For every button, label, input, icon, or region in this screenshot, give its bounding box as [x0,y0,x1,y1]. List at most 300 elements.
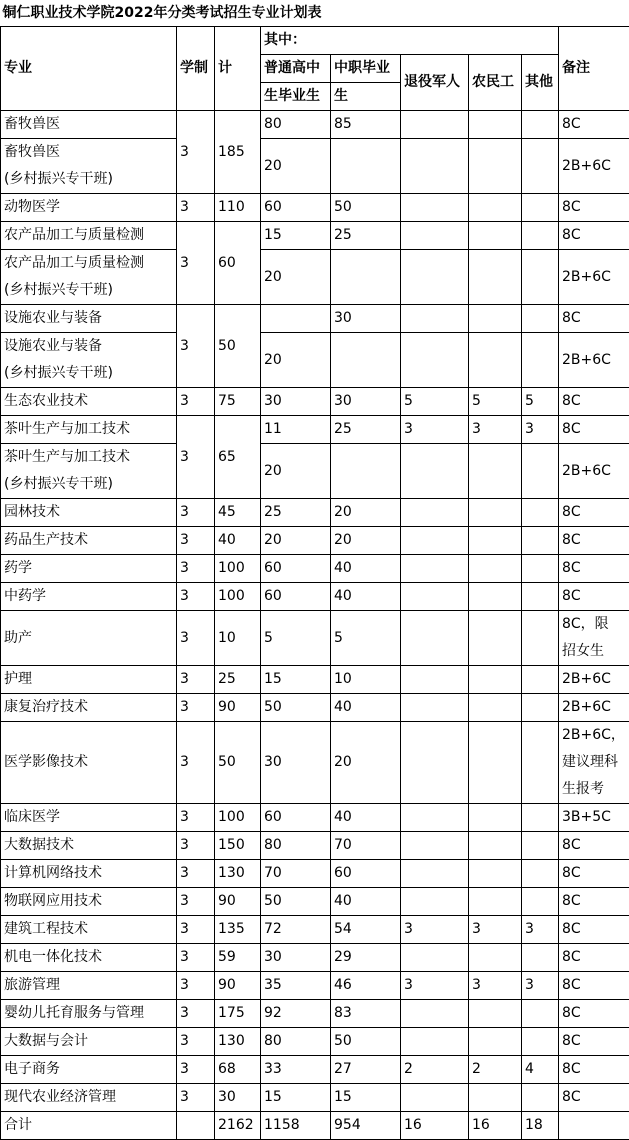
major-cell [1,555,177,583]
total-cell: 130 [215,1028,261,1056]
major-subtitle: (乡村振兴专干班) [4,471,176,498]
total-cell: 100 [215,804,261,832]
major-cell [1,139,177,194]
notes-cell [559,583,629,611]
years-cell: 3 [177,499,215,527]
years-cell: 3 [177,972,215,1000]
totals-others: 18 [522,1112,559,1140]
total-cell: 130 [215,860,261,888]
voc-grad-cell: 25 [331,222,401,250]
years-cell: 3 [177,555,215,583]
migrant-cell [469,250,522,305]
others-cell [522,1000,559,1028]
migrant-cell [469,555,522,583]
others-cell [522,860,559,888]
table-row [1,804,629,832]
total-cell: 25 [215,666,261,694]
years-cell: 3 [177,305,215,388]
header-hs-grad-line2: 生毕业生 [261,83,331,111]
others-cell [522,583,559,611]
voc-grad-cell: 25 [331,416,401,444]
table-row [1,722,629,804]
voc-grad-cell [331,333,401,388]
veterans-cell [401,139,469,194]
migrant-cell [469,222,522,250]
table-row [1,611,629,666]
total-cell: 185 [215,111,261,194]
table-row [1,860,629,888]
migrant-cell [469,944,522,972]
veterans-cell [401,804,469,832]
years-cell: 3 [177,804,215,832]
migrant-cell [469,583,522,611]
table-row [1,916,629,944]
total-cell: 60 [215,222,261,305]
major-cell [1,972,177,1000]
veterans-cell [401,1084,469,1112]
note-line: 8C [562,305,629,332]
major-name: 农产品加工与质量检测 [4,222,176,249]
years-cell: 3 [177,888,215,916]
major-cell [1,499,177,527]
others-cell [522,555,559,583]
voc-grad-cell: 40 [331,804,401,832]
major-cell [1,333,177,388]
header-total: 计 [215,27,261,111]
years-cell: 3 [177,860,215,888]
major-cell [1,1084,177,1112]
migrant-cell [469,694,522,722]
notes-cell [559,611,629,666]
notes-cell [559,555,629,583]
major-name: 护理 [4,666,176,693]
major-cell [1,250,177,305]
voc-grad-cell [331,444,401,499]
voc-grad-cell: 70 [331,832,401,860]
note-line: 2B+6C， [562,722,629,749]
notes-cell [559,194,629,222]
table-row [1,583,629,611]
migrant-cell [469,444,522,499]
table-row [1,832,629,860]
hs-grad-cell: 33 [261,1056,331,1084]
hs-grad-cell: 20 [261,444,331,499]
hs-grad-cell: 80 [261,832,331,860]
notes-cell [559,416,629,444]
hs-grad-cell: 30 [261,944,331,972]
hs-grad-cell: 80 [261,1028,331,1056]
years-cell: 3 [177,1056,215,1084]
others-cell [522,250,559,305]
note-line: 8C，限 [562,611,629,638]
veterans-cell [401,860,469,888]
total-cell: 175 [215,1000,261,1028]
hs-grad-cell: 60 [261,194,331,222]
veterans-cell [401,832,469,860]
total-cell: 150 [215,832,261,860]
voc-grad-cell: 40 [331,694,401,722]
major-name: 旅游管理 [4,972,176,999]
years-cell: 3 [177,1084,215,1112]
migrant-cell [469,611,522,666]
notes-cell [559,305,629,333]
years-cell: 3 [177,916,215,944]
major-cell [1,722,177,804]
years-cell: 3 [177,666,215,694]
others-cell [522,666,559,694]
veterans-cell [401,527,469,555]
notes-cell [559,972,629,1000]
notes-cell [559,1028,629,1056]
years-cell: 3 [177,944,215,972]
table-row [1,888,629,916]
migrant-cell [469,1084,522,1112]
major-cell [1,944,177,972]
major-cell [1,111,177,139]
major-name: 中药学 [4,583,176,610]
voc-grad-cell: 29 [331,944,401,972]
others-cell [522,222,559,250]
voc-grad-cell: 10 [331,666,401,694]
major-name: 现代农业经济管理 [4,1084,176,1111]
major-cell [1,860,177,888]
hs-grad-cell: 15 [261,222,331,250]
veterans-cell [401,583,469,611]
header-notes: 备注 [559,27,629,111]
voc-grad-cell: 85 [331,111,401,139]
note-line: 8C [562,888,629,915]
notes-cell [559,1056,629,1084]
hs-grad-cell: 60 [261,583,331,611]
years-cell: 3 [177,1000,215,1028]
major-name: 设施农业与装备 [4,305,176,332]
major-cell [1,305,177,333]
hs-grad-cell: 80 [261,111,331,139]
veterans-cell [401,944,469,972]
veterans-cell [401,1028,469,1056]
total-cell: 65 [215,416,261,499]
voc-grad-cell: 20 [331,499,401,527]
veterans-cell [401,722,469,804]
header-major: 专业 [1,27,177,111]
total-cell: 50 [215,305,261,388]
voc-grad-cell: 50 [331,1028,401,1056]
others-cell [522,832,559,860]
migrant-cell: 3 [469,916,522,944]
veterans-cell [401,305,469,333]
veterans-cell [401,666,469,694]
migrant-cell: 3 [469,972,522,1000]
major-name: 药学 [4,555,176,582]
hs-grad-cell: 30 [261,388,331,416]
major-name: 药品生产技术 [4,527,176,554]
major-name: 康复治疗技术 [4,694,176,721]
migrant-cell [469,888,522,916]
hs-grad-cell: 25 [261,499,331,527]
major-name: 畜牧兽医 [4,111,176,138]
table-row [1,972,629,1000]
major-name: 机电一体化技术 [4,944,176,971]
note-line: 8C [562,194,629,221]
table-row [1,499,629,527]
others-cell: 5 [522,388,559,416]
migrant-cell [469,333,522,388]
notes-cell [559,722,629,804]
voc-grad-cell: 46 [331,972,401,1000]
voc-grad-cell: 30 [331,305,401,333]
note-line: 8C [562,1000,629,1027]
notes-cell [559,1084,629,1112]
veterans-cell [401,222,469,250]
migrant-cell [469,832,522,860]
table-row [1,666,629,694]
hs-grad-cell: 92 [261,1000,331,1028]
hs-grad-cell: 50 [261,888,331,916]
years-cell: 3 [177,527,215,555]
note-line: 8C [562,555,629,582]
others-cell [522,944,559,972]
total-cell: 59 [215,944,261,972]
voc-grad-cell: 27 [331,1056,401,1084]
table-row [1,416,629,444]
others-cell [522,194,559,222]
voc-grad-cell [331,139,401,194]
totals-notes [559,1112,629,1140]
total-cell: 135 [215,916,261,944]
notes-cell [559,804,629,832]
notes-cell [559,222,629,250]
total-cell: 90 [215,888,261,916]
notes-cell [559,944,629,972]
major-cell [1,804,177,832]
years-cell: 3 [177,832,215,860]
veterans-cell [401,888,469,916]
major-name: 动物医学 [4,194,176,221]
others-cell [522,499,559,527]
major-name: 计算机网络技术 [4,860,176,887]
others-cell [522,305,559,333]
header-others: 其他 [522,55,559,111]
major-name: 婴幼儿托育服务与管理 [4,1000,176,1027]
migrant-cell [469,139,522,194]
note-line: 2B+6C [562,153,629,180]
major-subtitle: (乡村振兴专干班) [4,166,176,193]
note-line: 2B+6C [562,264,629,291]
notes-cell [559,499,629,527]
table-row [1,944,629,972]
hs-grad-cell: 15 [261,1084,331,1112]
notes-cell [559,694,629,722]
totals-years [177,1112,215,1140]
hs-grad-cell [261,305,331,333]
hs-grad-cell: 35 [261,972,331,1000]
major-name: 大数据与会计 [4,1028,176,1055]
others-cell [522,527,559,555]
major-cell [1,444,177,499]
others-cell [522,694,559,722]
note-line: 3B+5C [562,804,629,831]
major-cell [1,416,177,444]
veterans-cell [401,611,469,666]
hs-grad-cell: 70 [261,860,331,888]
voc-grad-cell: 83 [331,1000,401,1028]
others-cell [522,1084,559,1112]
years-cell: 3 [177,1028,215,1056]
note-line: 招女生 [562,638,629,665]
table-row [1,222,629,250]
total-cell: 10 [215,611,261,666]
note-line: 8C [562,1028,629,1055]
others-cell [522,333,559,388]
veterans-cell [401,555,469,583]
veterans-cell: 2 [401,1056,469,1084]
table-row [1,694,629,722]
major-name: 园林技术 [4,499,176,526]
major-subtitle: (乡村振兴专干班) [4,277,176,304]
note-line: 8C [562,499,629,526]
major-name: 物联网应用技术 [4,888,176,915]
others-cell [522,611,559,666]
others-cell: 3 [522,416,559,444]
major-name: 助产 [4,625,176,652]
voc-grad-cell: 30 [331,388,401,416]
total-cell: 110 [215,194,261,222]
total-cell: 30 [215,1084,261,1112]
table-row [1,1000,629,1028]
note-line: 8C [562,916,629,943]
note-line: 建议理科 [562,749,629,776]
others-cell [522,888,559,916]
table-row [1,1028,629,1056]
note-line: 8C [562,222,629,249]
notes-cell [559,333,629,388]
total-cell: 40 [215,527,261,555]
migrant-cell: 2 [469,1056,522,1084]
totals-total: 2162 [215,1112,261,1140]
table-title: 铜仁职业技术学院2022年分类考试招生专业计划表 [1,0,629,27]
major-name: 电子商务 [4,1056,176,1083]
years-cell: 3 [177,694,215,722]
migrant-cell [469,194,522,222]
total-cell: 100 [215,555,261,583]
table-row [1,333,629,388]
hs-grad-cell: 60 [261,804,331,832]
notes-cell [559,444,629,499]
others-cell [522,111,559,139]
total-cell: 75 [215,388,261,416]
table-row [1,527,629,555]
major-cell [1,1028,177,1056]
migrant-cell [469,1028,522,1056]
table-row [1,555,629,583]
major-subtitle: (乡村振兴专干班) [4,360,176,387]
major-cell [1,222,177,250]
hs-grad-cell: 20 [261,527,331,555]
notes-cell [559,860,629,888]
voc-grad-cell: 40 [331,888,401,916]
major-cell [1,888,177,916]
table-row [1,250,629,305]
voc-grad-cell: 50 [331,194,401,222]
hs-grad-cell: 20 [261,139,331,194]
years-cell: 3 [177,222,215,305]
note-line: 8C [562,972,629,999]
migrant-cell [469,305,522,333]
voc-grad-cell: 5 [331,611,401,666]
table-row [1,1056,629,1084]
hs-grad-cell: 5 [261,611,331,666]
totals-migrant: 16 [469,1112,522,1140]
notes-cell [559,832,629,860]
note-line: 8C [562,416,629,443]
major-cell [1,388,177,416]
total-cell: 45 [215,499,261,527]
voc-grad-cell: 20 [331,722,401,804]
major-name: 农产品加工与质量检测 [4,250,176,277]
years-cell: 3 [177,583,215,611]
hs-grad-cell: 72 [261,916,331,944]
note-line: 2B+6C [562,458,629,485]
veterans-cell [401,250,469,305]
table-row [1,305,629,333]
major-cell [1,1056,177,1084]
table-row [1,1084,629,1112]
major-cell [1,832,177,860]
others-cell [522,444,559,499]
veterans-cell: 3 [401,972,469,1000]
header-of-which: 其中： [261,27,559,55]
hs-grad-cell: 50 [261,694,331,722]
veterans-cell [401,1000,469,1028]
notes-cell [559,111,629,139]
table-row [1,139,629,194]
veterans-cell: 3 [401,916,469,944]
years-cell: 3 [177,416,215,499]
totals-voc-grad: 954 [331,1112,401,1140]
years-cell: 3 [177,388,215,416]
migrant-cell [469,722,522,804]
major-cell [1,1000,177,1028]
table-row [1,388,629,416]
voc-grad-cell: 15 [331,1084,401,1112]
hs-grad-cell: 60 [261,555,331,583]
hs-grad-cell: 30 [261,722,331,804]
migrant-cell [469,111,522,139]
totals-row [1,1112,629,1140]
totals-veterans: 16 [401,1112,469,1140]
migrant-cell [469,499,522,527]
header-hs-grad-line1: 普通高中 [261,55,331,83]
veterans-cell: 5 [401,388,469,416]
years-cell: 3 [177,111,215,194]
note-line: 8C [562,944,629,971]
veterans-cell: 3 [401,416,469,444]
migrant-cell [469,527,522,555]
totals-label: 合计 [1,1112,177,1140]
total-cell: 50 [215,722,261,804]
veterans-cell [401,499,469,527]
voc-grad-cell: 60 [331,860,401,888]
note-line: 8C [562,832,629,859]
note-line: 2B+6C [562,666,629,693]
voc-grad-cell: 40 [331,555,401,583]
migrant-cell [469,666,522,694]
major-cell [1,194,177,222]
header-voc-grad-line2: 生 [331,83,401,111]
note-line: 8C [562,388,629,415]
hs-grad-cell: 11 [261,416,331,444]
totals-hs-grad: 1158 [261,1112,331,1140]
